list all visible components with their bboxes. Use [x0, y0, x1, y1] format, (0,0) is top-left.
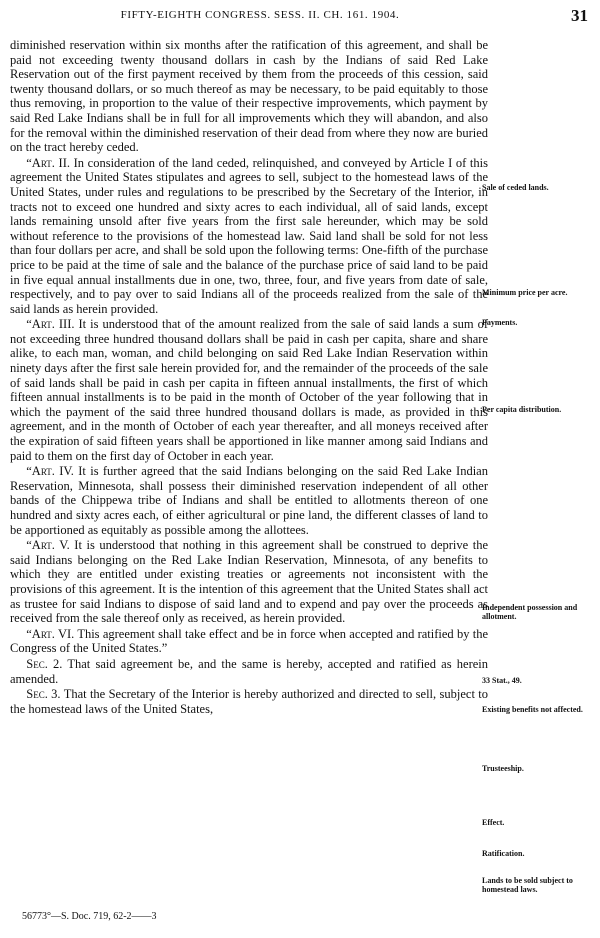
- paragraph-text: It is understood that nothing in this agreement shall be construed to deprive the said Indians belonging on the Red Lake Indian Reservation, Minnesota, of any benefits to which they are entitled under existing treaties or agreements not inconsistent with the provisions of this agreement. It is the intention of this agreement that the United States shall act as trustee for said Indians to dispose of said land and to expend and pay over the proceeds as received from the sale thereof only as received, as herein provided.: [10, 538, 489, 626]
- margin-note: 33 Stat., 49.: [482, 676, 522, 685]
- paragraph: [10, 156, 488, 317]
- paragraph: [10, 657, 488, 686]
- section-lead: “Art. IV.: [26, 464, 74, 479]
- paragraph-text: In consideration of the land ceded, relinquished, and conveyed by Article I of this agreement the United States stipulates and agrees to sell, subject to the homestead laws of the United States, under rules and regulations to be prescribed by the Secretary of the Interior, in tracts not to exceed one hundred and sixty acres to each individual, all of said lands, except lands remaining unsold after five years from the first sale hereunder, which may be sold without reference to the provisions of the homestead law. Said land shall be sold for not less than four dollars per acre, and shall be sold upon the following terms: One-fifth of the purchase price to be paid at the time of sale and the balance of the purchase price of said land to be paid in five equal annual installments due in one, two, three, four, and five years from date of sale, respectively, and to pay over to said Indians all of the proceeds realized from the sale of the said lands as herein provided.: [10, 155, 488, 316]
- paragraph-text: That said agreement be, and the same is hereby, accepted and ratified as herein amended.: [10, 656, 489, 686]
- margin-note: Independent possession and allotment.: [482, 603, 578, 621]
- margin-note: Lands to be sold subject to homestead laws.: [482, 876, 573, 894]
- section-lead: Sec. 2.: [26, 656, 63, 671]
- margin-note: Sale of ceded lands.: [482, 183, 549, 192]
- section-lead: “Art. II.: [26, 155, 70, 170]
- margin-note: Effect.: [482, 818, 505, 827]
- paragraph-text: That the Secretary of the Interior is hereby authorized and directed to sell, subject to the homestead laws of the United States,: [10, 687, 488, 716]
- signature-footer: 56773°—S. Doc. 719, 62-2——3: [22, 911, 157, 922]
- paragraph: [10, 687, 488, 716]
- paragraph: [10, 317, 488, 463]
- margin-note: Payments.: [482, 318, 518, 327]
- section-lead: “Art. III.: [26, 317, 75, 332]
- paragraph-text: This agreement shall take effect and be in force when accepted and ratified by the Congress of the United States.”: [10, 626, 488, 656]
- section-lead: Sec. 3.: [26, 687, 61, 702]
- running-title: FIFTY-EIGHTH CONGRESS. SESS. II. CH. 161. 1904.: [120, 9, 400, 21]
- margin-note: Minimum price per acre.: [482, 288, 568, 297]
- running-header: [0, 6, 600, 26]
- statute-text: [10, 38, 488, 717]
- paragraph-text: It is further agreed that the said Indians belonging on the said Red Lake Indian Reservation, Minnesota, shall possess their diminished reservation independent of all other bands of the Chippewa tribe of Indians and shall be entitled to allotments thereon of one hundred and sixty acres each, of either agricultural or pine land, the different classes of land to be apportioned as equitably as possible among the allottees.: [10, 464, 488, 537]
- margin-note: Ratification.: [482, 849, 525, 858]
- paragraph: [10, 464, 488, 537]
- page-number: 31: [571, 6, 588, 25]
- paragraph: [10, 538, 488, 626]
- paragraph: [10, 627, 488, 656]
- paragraph-text: diminished reservation within six months after the ratification of this agreement, and shall be paid not exceeding twenty thousand dollars in cash by the Indians of said Red Lake Reservation out of the first payment received by them from the proceeds of this cession, said twenty thousand dollars, or so much thereof as may be necessary, to be paid equitably to those thus removing, in proportion to the value of their respective improvements, which payment by said Red Lake Indians shall be in full for all improvements which they will abandon, and also for the removal within the diminished reservation of their dead from where they now are buried on the tract hereby ceded.: [10, 38, 488, 155]
- section-lead: “Art. V.: [26, 538, 70, 553]
- paragraph: [10, 38, 488, 155]
- section-lead: “Art. VI.: [26, 626, 75, 641]
- margin-note: Existing benefits not affected.: [482, 705, 583, 714]
- paragraph-text: It is understood that of the amount realized from the sale of said lands a sum of not exceeding three hundred thousand dollars shall be paid in cash per capita, share and share alike, to each man, woman, and child belonging on said Red Lake Indian Reservation within ninety days after the first sale herein provided for, and the remainder of the proceeds of the sale of said lands shall be paid in cash per capita in fifteen annual installments, the first of which fifteen annual installments is to be paid in the month of October of the year following that in which the payment of the said three hundred thousand dollars is made, as provided in this agreement, and in the month of October of each year thereafter, and all moneys received after the expiration of said fifteen years shall be apportioned in like manner among said Indians and paid to them on the first day of October in each year.: [10, 317, 488, 463]
- margin-note: Trusteeship.: [482, 764, 524, 773]
- margin-note: Per capita distribution.: [482, 405, 562, 414]
